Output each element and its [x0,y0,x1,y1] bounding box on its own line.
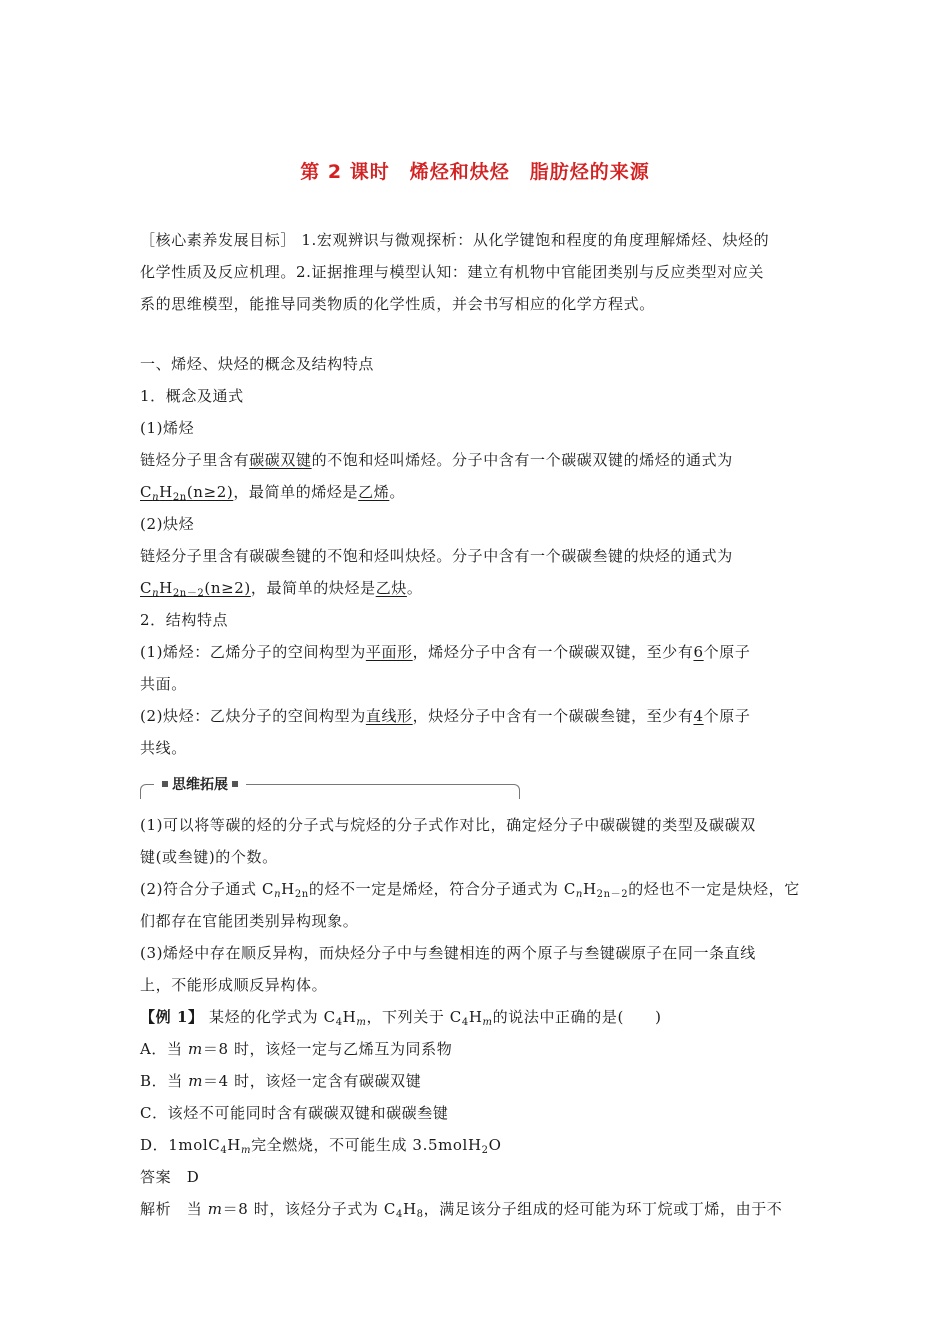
blank-answer: 乙烯 [358,483,390,501]
blank-answer: 直线形 [365,707,413,725]
blank-answer: 乙炔 [375,579,407,597]
option-b: B．当 m＝4 时，该烃一定含有碳碳双键 [140,1072,422,1090]
alkene-label: (1)烯烃 [140,419,195,437]
think-point-3-line-1: (3)烯烃中存在顺反异构，而炔烃分子中与叁键相连的两个原子与叁键碳原子在同一条直线 [140,944,756,962]
option-a: A．当 m＝8 时，该烃一定与乙烯互为同系物 [140,1040,453,1058]
think-point-2-line-2: 们都存在官能团类别异构现象。 [140,912,359,930]
structure-alkene-line-1: (1)烯烃：乙烯分子的空间构型为平面形，烯烃分子中含有一个碳碳双键，至少有6个原子 [140,643,751,661]
alkene-formula-line: $C_nH_{2n}(n\ge 2)$，最简单的烯烃是乙烯。 [140,483,405,503]
think-point-3-line-2: 上，不能形成顺反异构体。 [140,976,328,994]
option-d: D．$1molC_4H_m$完全燃烧，不可能生成 3.5molH$_2$O [140,1136,502,1156]
blank-answer: 4 [693,707,704,725]
subheading-concept: 1．概念及通式 [140,387,244,405]
explanation: 解析 当 m＝8 时，该烃分子式为 $C_4H_8$，满足该分子组成的烃可能为环丁烷或丁烯，由于不 [140,1200,783,1220]
think-point-2-line-1: (2)符合分子通式 $C_nH_{2n}$的烃不一定是烯烃，符合分子通式为 $C_nH_{2n-2}$的烃也不一定是炔烃，它 [140,880,800,900]
blank-answer: 碳碳双键 [249,451,312,469]
alkyne-definition: 链烃分子里含有碳碳叁键的不饱和烃叫炔烃。分子中含有一个碳碳叁键的炔烃的通式为 [140,547,733,565]
page-title: 第 2 课时 烯烃和炔烃 脂肪烃的来源 [300,161,650,183]
think-point-1-line-1: (1)可以将等碳的烃的分子式与烷烃的分子式作对比，确定烃分子中碳碳键的类型及碳碳双 [140,816,756,834]
alkene-definition: 链烃分子里含有碳碳双键的不饱和烃叫烯烃。分子中含有一个碳碳双键的烯烃的通式为 [140,451,733,469]
think-point-1-line-2: 键(或叁键)的个数。 [140,848,278,866]
subheading-structure: 2．结构特点 [140,611,229,629]
thinking-extension-label: 思维拓展 [154,776,246,794]
alkyne-formula: $C_nH_{2n-2}(n\ge 2)$ [140,579,251,599]
option-c: C．该烃不可能同时含有碳碳双键和碳碳叁键 [140,1104,449,1122]
example-question: 【例 1】 某烃的化学式为 $C_4H_m$，下列关于 $C_4H_m$的说法中正确的是( ) [140,1008,662,1028]
goals-line-2: 化学性质及反应机理。2.证据推理与模型认知：建立有机物中官能团类别与反应类型对应关 [140,263,764,281]
square-bullet-icon [232,781,238,787]
answer: 答案 D [140,1168,200,1186]
alkyne-label: (2)炔烃 [140,515,195,533]
blank-answer: 平面形 [365,643,413,661]
section-heading: 一、烯烃、炔烃的概念及结构特点 [140,355,375,373]
structure-alkyne-line-1: (2)炔烃：乙炔分子的空间构型为直线形，炔烃分子中含有一个碳碳叁键，至少有4个原子 [140,707,751,725]
thinking-extension-box [140,776,520,800]
alkene-formula: $C_nH_{2n}(n\ge 2)$ [140,483,234,503]
alkyne-formula-line: $C_nH_{2n-2}(n\ge 2)$，最简单的炔烃是乙炔。 [140,579,423,599]
structure-alkene-line-2: 共面。 [140,675,187,693]
goals-line-1: ［核心素养发展目标］ 1.宏观辨识与微观探析：从化学键饱和程度的角度理解烯烃、炔烃的 [140,231,770,249]
example-tag: 【例 1】 [140,1008,204,1026]
blank-answer: 6 [693,643,704,661]
structure-alkyne-line-2: 共线。 [140,739,187,757]
square-bullet-icon [162,781,168,787]
goals-line-3: 系的思维模型，能推导同类物质的化学性质，并会书写相应的化学方程式。 [140,295,655,313]
